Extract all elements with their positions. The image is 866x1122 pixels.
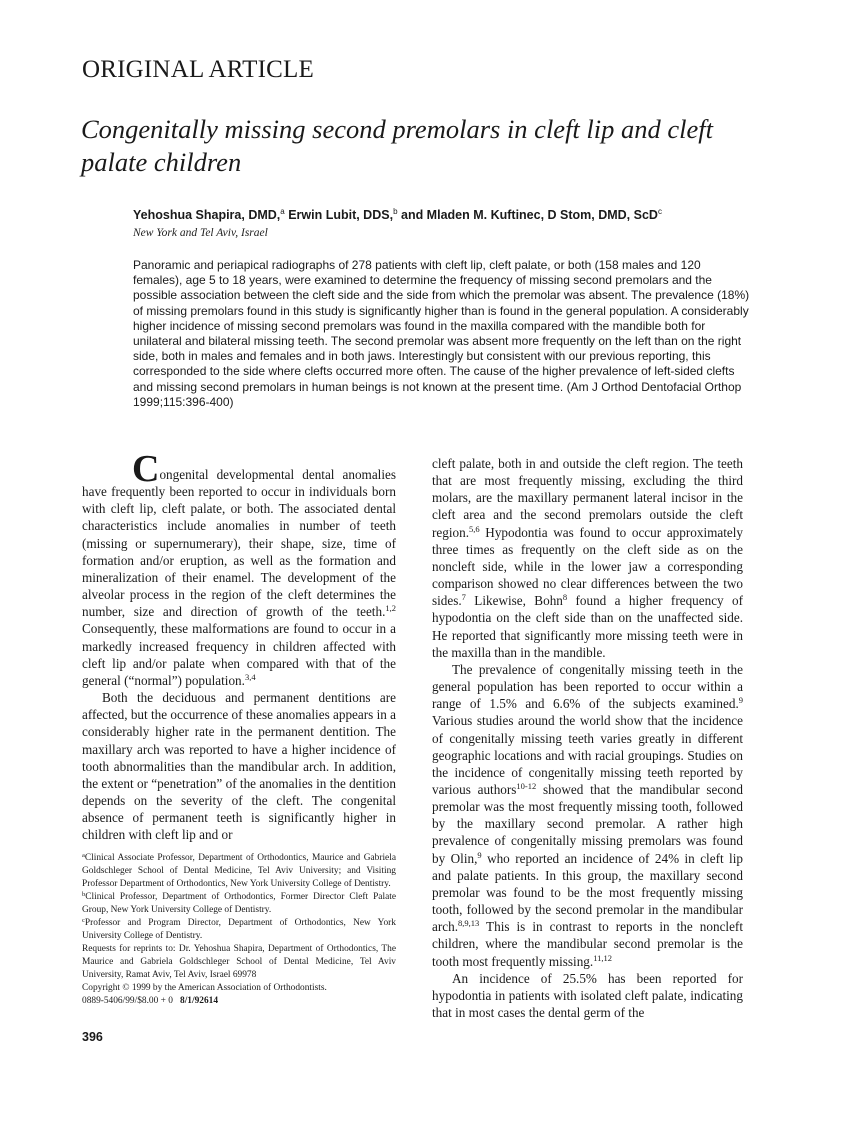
author-location: New York and Tel Aviv, Israel [133,227,268,239]
citation: 1,2 [385,603,396,614]
footnote-b: $^b$Clinical Professor, Department of Orthodontics, Former Director Cleft Palate Group, New York University College of Dentistry. [82,891,396,915]
paragraph: An incidence of 25.5% has been reported for hypodontia in patients with isolated cleft palate, indicating that in most cases the dental germ of the [432,970,743,1020]
citation: 3,4 [244,671,256,682]
citation: 10-12 [516,780,537,791]
paragraph: Congenital developmental dental anomalies have frequently been reported to occur in individuals born with cleft lip, cleft palate, or both. The associated dental characteristics include anomalies in number of teeth (missing or supernumerary), their shape, size, time of formation and/or eruption, as well as the formation and mineralization of their enamel. The development of the alveolar process in the region of the cleft determines the number, size and direction of growth of the teeth.$^{1,2}$ Consequently, these malformations are found to occur in a markedly increased frequency in children affected with cleft lip and/or palate when compared with that of the general (“normal”) population.$^{3,4}$ [82,448,396,688]
page-number: 396 [82,1030,103,1044]
citation: 8,9,13 [458,918,480,929]
paragraph: Both the deciduous and permanent dentitions are affected, but the occurrence of these anomalies appears in a considerably higher rate in the permanent dentition. The maxillary arch was reported to have a higher incidence of tooth abnormalities than the mandibular arch. In addition, the extent or “penetration” of the anomalies in the dentition depends on the severity of the cleft. The congenital absence of permanent teeth is significantly higher in children with cleft lip and or [82,690,396,843]
citation: 7 [461,592,466,603]
author-name: and Mladen M. Kuftinec, D Stom, DMD, ScD [397,208,658,223]
abstract: Panoramic and periapical radiographs of 278 patients with cleft lip, cleft palate, or both (158 males and 120 females), age 5 to 18 years, were examined to determine the frequency of missing second premolars and the possible association between the cleft side and the side from which the premolar was absent. The prevalence (18%) of missing premolars found in this study is significantly higher than is found in the general population. A considerably higher incidence of missing second premolars was found in the maxilla compared with the mandible both for unilateral and bilateral missing teeth. The second premolar was absent more frequently on the left than on the right side, both in males and females and in both jaws. Interestingly but consistent with our previous reporting, this corresponded to the side where clefts occurred more often. The cause of the higher prevalence of left-sided clefts and missing second premolars in human beings is not known at the present time. (Am J Orthod Dentofacial Orthop 1999;115:396-400) [133,258,750,409]
paragraph: cleft palate, both in and outside the cleft region. The teeth that are most frequently missing, excluding the third molars, are the maxillary permanent lateral incisor in the cleft area and the second premolars outside the cleft region.$^{5,6}$ Hypodontia was found to occur approximately three times as frequently on the cleft side as on the noncleft side, while in the lower jaw a corresponding comparison showed no clear differences between the two sides.$^7$ Likewise, Bohn$^8$ found a higher frequency of hypodontia on the cleft side than on the unaffected side. He reported that significantly more missing teeth were in the maxilla than in the mandible. [432,456,744,660]
drop-cap: C [132,448,160,490]
section-label: ORIGINAL ARTICLE [82,56,314,83]
citation: 9 [477,849,482,860]
reprint-request: Requests for reprints to: Dr. Yehoshua Shapira, Department of Orthodontics, The Maurice and Gabriela Goldschleger School of Dental Medicine, Tel Aviv University, Ramat Aviv, Tel Aviv, Israel 69978 [82,944,396,980]
author-affiliation-mark: a [280,207,285,216]
footnote-a: $^a$Clinical Associate Professor, Department of Orthodontics, Maurice and Gabriela Goldschleger School of Dental Medicine, Tel Aviv University; and Visiting Professor Department of Orthodontics, New York University College of Dentistry. [82,852,396,889]
article-title: Congenitally missing second premolars in cleft lip and cleft palate children [81,114,714,177]
author-affiliation-mark: c [657,207,662,216]
citation: 5,6 [469,523,480,534]
copyright: Copyright © 1999 by the American Association of Orthodontists. [82,983,327,993]
author-affiliation-mark: b [393,207,398,216]
body-column-right [432,455,743,1021]
issn-line: 0889-5406/99/$8.00 + 0 8/1/92614 [82,996,219,1006]
author-name: Yehoshua Shapira, DMD, [133,208,281,223]
citation: 8 [562,592,568,603]
body-column-left [82,448,396,843]
paragraph: The prevalence of congenitally missing teeth in the general population has been reported to occur within a range of 1.5% and 6.6% of the subjects examined.$^9$ Various studies around the world show that the incidence of congenitally missing teeth varies greatly in different geographic locations and with racial groupings. Studies on the incidence of congenitally missing teeth reported by various authors$^{10-12}$ showed that the mandibular second premolar was the most frequently missing tooth, followed by the maxillary second premolar. A rather high prevalence of congenitally missing premolars was found by Olin,$^9$ who reported an incidence of 24% in cleft lip and palate patients. In this group, the maxillary second premolar was found to be the most frequently missing tooth, followed by the second premolar in the mandibular arch.$^{8,9,13}$ This is in contrast to reports in the noncleft children, where the mandibular second premolar is the tooth most frequently missing.$^{11,12}$ [432,661,743,969]
author-list [133,207,662,222]
footnote-c: $^c$Professor and Program Director, Department of Orthodontics, New York University College of Dentistry. [82,917,396,941]
footnotes [82,852,396,1008]
author-name: Erwin Lubit, DDS, [284,208,394,223]
citation: 9 [738,695,743,706]
citation: 11,12 [593,952,612,963]
